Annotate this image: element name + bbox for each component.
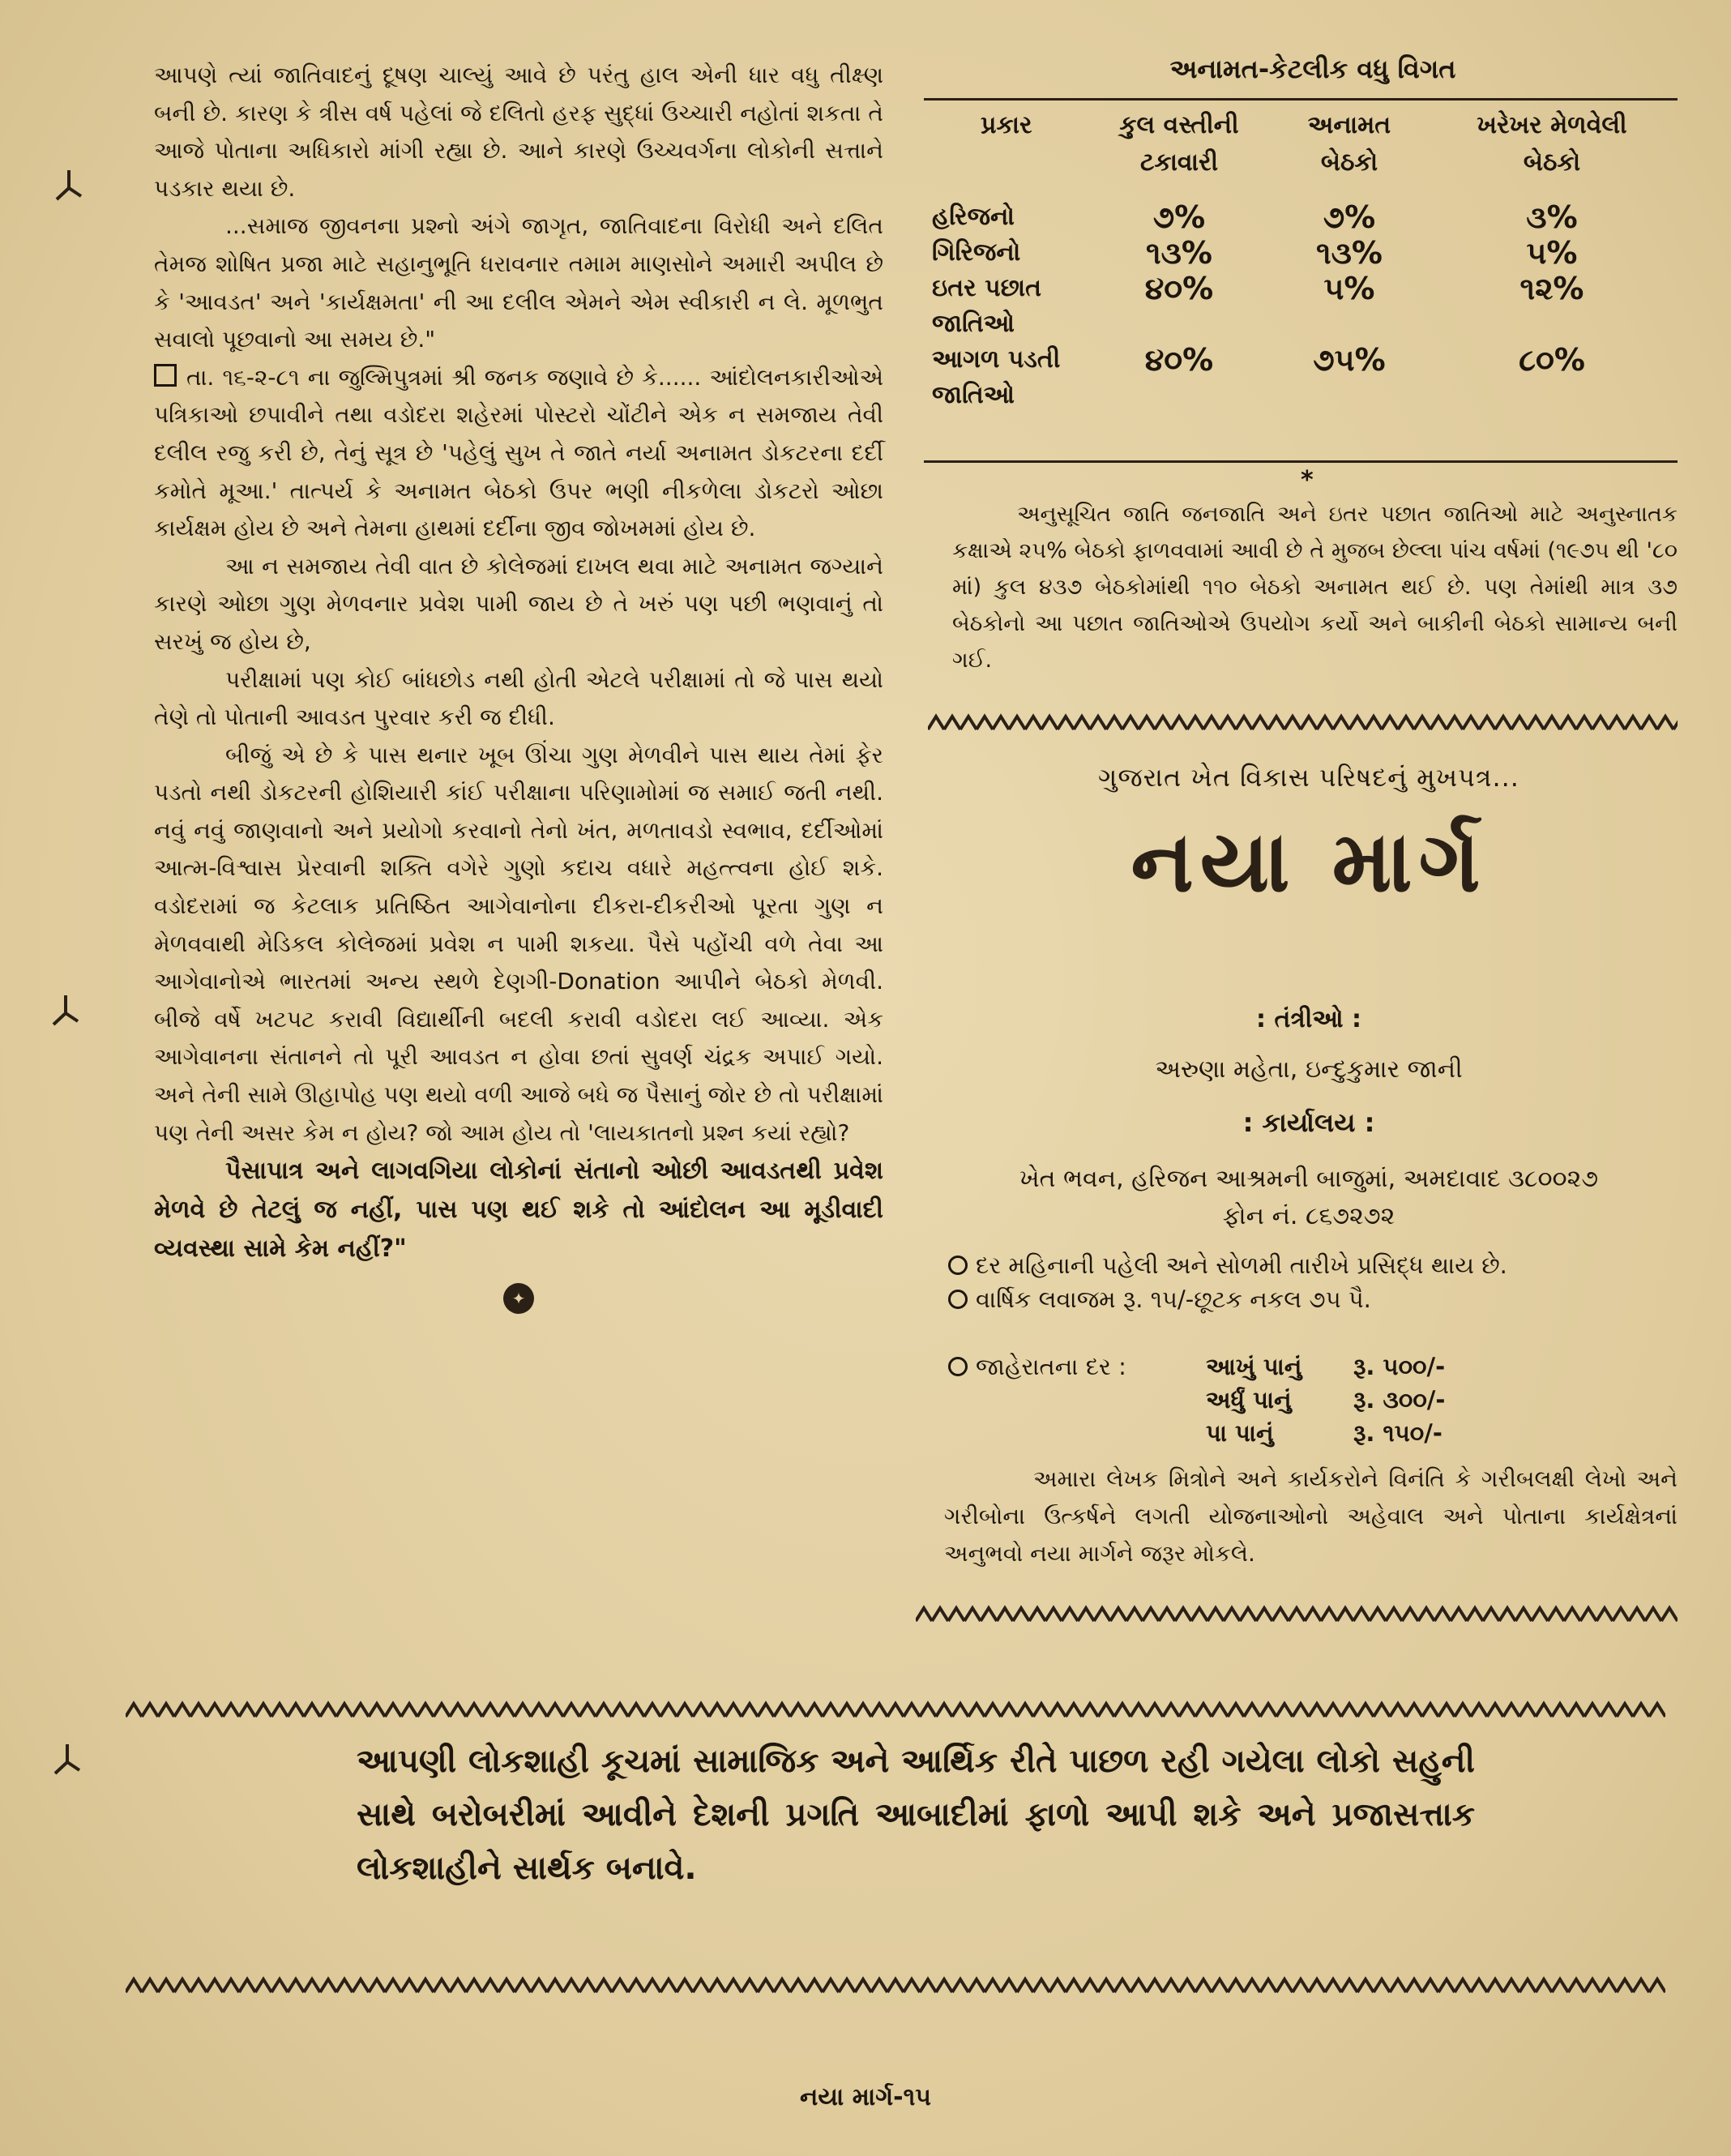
ad-rate-row: [948, 1384, 1678, 1417]
table-cell-actual: ૫%: [1526, 235, 1578, 271]
ad-rate-row: [948, 1417, 1678, 1450]
bullet-circle-icon: [948, 1256, 968, 1275]
punch-hole-middle: [52, 994, 79, 1026]
info-row: દર મહિનાની પહેલી અને સોળમી તારીખે પ્રસિદ્ધ થાય છે.: [948, 1248, 1678, 1282]
magazine-tagline: ગુજરાત ખેત વિકાસ પરિષદનું મુખપત્ર...: [1098, 762, 1519, 793]
article-paragraph: તા. ૧૬-૨-૮૧ ના જુલ્મિપુત્રમાં શ્રી જનક જણાવે છે કે...... આંદોલનકારીઓએ પત્રિકાઓ છપાવીને તથા વડોદરા શહેરમાં પોસ્ટરો ચોંટીને એક ન સમજાય તેવી દલીલ રજુ કરી છે, તેનું સૂત્ર છે 'પહેલું સુખ તે જાતે નર્યા અનામત ડોકટરના દર્દી કમોતે મૂઆ.' તાત્પર્ય કે અનામત બેઠકો ઉપર ભણી નીકળેલા ડોકટરો ઓછા કાર્યક્ષમ હોય છે અને તેમના હાથમાં દર્દીના જીવ જોખમમાં હોય છે.: [154, 363, 883, 542]
end-ornament-icon: ✦: [503, 1283, 534, 1314]
punch-hole-bottom: [53, 1743, 81, 1775]
zigzag-divider: [928, 713, 1678, 733]
article-paragraph-bold: પૈસાપાત્ર અને લાગવગિયા લોકોનાં સંતાનો ઓછી આવડતથી પ્રવેશ મેળવે છે તેટલું જ નહીં, પાસ પણ થઈ શકે તો આંદોલન આ મૂડીવાદી વ્યવસ્થા સામે કેમ નહીં?": [154, 1157, 883, 1264]
editors-names: અરુણા મહેતા, ઇન્દુકુમાર જાની: [1155, 1055, 1463, 1084]
table-cell-category: હરિજનો: [932, 203, 1015, 231]
table-cell-reserved: ૧૩%: [1315, 235, 1383, 271]
editors-label: : તંત્રીઓ :: [1256, 1005, 1361, 1033]
table-cell-population: ૧૩%: [1145, 235, 1212, 271]
bullet-circle-icon: [948, 1290, 968, 1309]
ad-rates-label: જાહેરાતના દર :: [948, 1350, 1126, 1384]
page-footer: નયા માર્ગ-૧૫: [799, 2083, 931, 2111]
article-paragraph: ...સમાજ જીવનના પ્રશ્નો અંગે જાગૃત, જાતિવાદના વિરોધી અને દલિત તેમજ શોષિત પ્રજા માટે સહાનુભૂતિ ધરાવનાર તમામ માણસોને અમારી અપીલ છે કે 'આવડત' અને 'કાર્યક્ષમતા' ની આ દલીલ એમને એમ સ્વીકારી ન લે. મૂળભુત સવાલો પૂછવાનો આ સમય છે.": [154, 212, 883, 353]
table-header-population: કુલ વસ્તીની ટકાવારી: [1119, 111, 1239, 177]
table-cell-population: ૪૦%: [1144, 342, 1214, 378]
left-article: [154, 57, 883, 1316]
office-address: [924, 1161, 1694, 1235]
info-row: વાર્ષિક લવાજમ રૂ. ૧૫/-છૂટક નકલ ૭૫ પૈ.: [948, 1282, 1678, 1316]
table-cell-reserved: ૫%: [1323, 271, 1375, 306]
ad-rate-row: [948, 1350, 1678, 1384]
table-header-reserved: અનામત બેઠકો: [1307, 111, 1391, 177]
table-title: અનામત-કેટલીક વધુ વિગત: [1169, 53, 1456, 84]
bullet-circle-icon: [948, 1357, 968, 1376]
table-rule-top: [924, 98, 1678, 101]
article-paragraph: આ ન સમજાય તેવી વાત છે કોલેજમાં દાખલ થવા માટે અનામત જગ્યાને કારણે ઓછા ગુણ મેળવનાર પ્રવેશ પામી જાય છે તે ખરું પણ પછી ભણવાનું તો સરખું જ હોય છે,: [154, 552, 883, 655]
footnote-text: અનુસૂચિત જાતિ જનજાતિ અને ઇતર પછાત જાતિઓ માટે અનુસ્નાતક કક્ષાએ ૨૫% બેઠકો ફાળવવામાં આવી છે તે મુજબ છેલ્લા પાંચ વર્ષમાં (૧૯૭૫ થી '૮૦ માં) કુલ ૪૩૭ બેઠકોમાંથી ૧૧૦ બેઠકો અનામત થઈ છે. પણ તેમાંથી માત્ર ૩૭ બેઠકોનો આ પછાત જાતિઓએ ઉપયોગ કર્યો અને બાકીની બેઠકો સામાન્ય બની ગઈ.: [952, 502, 1678, 673]
article-paragraph: પરીક્ષામાં પણ કોઈ બાંધછોડ નથી હોતી એટલે પરીક્ષામાં તો જે પાસ થયો તેણે તો પોતાની આવડત પુરવાર કરી જ દીધી.: [154, 665, 883, 731]
office-label: : કાર્યાલય :: [1242, 1107, 1375, 1138]
table-header-type: પ્રકાર: [981, 111, 1032, 139]
zigzag-divider: [126, 1976, 1665, 1996]
ad-rate: રૂ. ૫૦૦/-: [1353, 1353, 1446, 1380]
table-cell-reserved: ૭%: [1323, 199, 1376, 235]
table-cell-category: આગળ પડતી જાતિઓ: [932, 345, 1061, 409]
table-cell-population: ૭%: [1152, 199, 1206, 235]
publication-info: [948, 1248, 1678, 1316]
phone-line: ફોન નં. ૮૬૭૨૭૨: [1222, 1202, 1395, 1230]
table-header-actual: ખરેખર મેળવેલી બેઠકો: [1477, 111, 1627, 177]
table-cell-actual: ૧૨%: [1519, 271, 1584, 306]
table-row: [932, 235, 1678, 271]
slogan-text: આપણી લોકશાહી કૂચમાં સામાજિક અને આર્થિક રીતે પાછળ રહી ગયેલા લોકો સહુની સાથે બરોબરીમાં આવીને દેશની પ્રગતિ આબાદીમાં ફાળો આપી શકે અને પ્રજાસત્તાક લોકશાહીને સાર્થક બનાવે.: [357, 1743, 1475, 1887]
ad-rate: રૂ. ૩૦૦/-: [1353, 1386, 1446, 1414]
checkbox-square-icon: [154, 364, 177, 387]
table-cell-population: ૪૦%: [1144, 271, 1214, 306]
table-cell-actual: ૮૦%: [1519, 342, 1585, 378]
table-row: [932, 182, 1678, 235]
table-row: [932, 342, 1678, 413]
table-row: [932, 271, 1678, 342]
article-end-mark: [154, 1278, 883, 1316]
punch-hole-top: [55, 169, 83, 201]
footnote: [952, 496, 1678, 678]
article-paragraph: બીજું એ છે કે પાસ થનાર ખૂબ ઊંચા ગુણ મેળવીને પાસ થાય તેમાં ફેર પડતો નથી ડોકટરની હોશિયારી કાંઈ પરીક્ષાના પરિણામોમાં જ સમાઈ જતી નથી. નવું નવું જાણવાનો અને પ્રયોગો કરવાનો તેનો ખંત, મળતાવડો સ્વભાવ, દર્દીઓમાં આત્મ-વિશ્વાસ પ્રેરવાની શક્તિ વગેરે ગુણો કદાચ વધારે મહત્ત્વના હોઈ શકે. વડોદરામાં જ કેટલાક પ્રતિષ્ઠિત આગેવાનોના દીકરા-દીકરીઓ પૂરતા ગુણ ન મેળવવાથી મેડિકલ કોલેજમાં પ્રવેશ ન પામી શકયા. પૈસે પહોંચી વળે તેવા આ આગેવાનોએ ભારતમાં અન્ય સ્થળે દેણગી-Donation આપીને બેઠકો મેળવી. બીજે વર્ષે ખટપટ કરાવી વિદ્યાર્થીની બદલી કરાવી વડોદરા લઈ આવ્યા. એક આગેવાનના સંતાનને તો પૂરી આવડત ન હોવા છતાં સુવર્ણ ચંદ્રક અપાઈ ગયો. અને તેની સામે ઊહાપોહ પણ થયો વળી આજે બધે જ પૈસાનું જોર છે તો પરીક્ષામાં પણ તેની અસર કેમ ન હોય? જો આમ હોય તો 'લાયકાતનો પ્રશ્ન કયાં રહ્યો?: [154, 741, 883, 1146]
writers-appeal: [944, 1461, 1678, 1572]
zigzag-divider: [916, 1605, 1678, 1624]
magazine-title: નયા માર્ગ: [1130, 812, 1487, 911]
reservation-table: [932, 107, 1678, 413]
table-cell-category: ગિરિજનો: [932, 238, 1021, 267]
ad-rate: રૂ. ૧૫૦/-: [1353, 1419, 1442, 1447]
table-cell-actual: ૩%: [1526, 199, 1578, 235]
table-rule-bottom: [924, 460, 1678, 463]
zigzag-divider: [126, 1700, 1665, 1720]
table-header-row: [932, 107, 1678, 182]
appeal-text: અમારા લેખક મિત્રોને અને કાર્યકરોને વિનંતિ કે ગરીબલક્ષી લેખો અને ગરીબોના ઉત્કર્ષને લગતી યોજનાઓનો અહેવાલ અને પોતાના કાર્યક્ષેત્રનાં અનુભવો નયા માર્ગને જરૂર મોકલે.: [944, 1465, 1678, 1567]
footnote-star: *: [1301, 466, 1314, 494]
table-cell-category: ઇતર પછાત જાતિઓ: [932, 274, 1042, 338]
ad-kind: આખું પાનું: [1206, 1353, 1302, 1380]
ad-kind: અર્ધું પાનું: [1206, 1386, 1292, 1414]
ad-rates: [948, 1350, 1678, 1450]
article-paragraph: આપણે ત્યાં જાતિવાદનું દૂષણ ચાલ્યું આવે છે પરંતુ હાલ એની ધાર વધુ તીક્ષ્ણ બની છે. કારણ કે ત્રીસ વર્ષ પહેલાં જે દલિતો હરફ સુદ્ધાં ઉચ્ચારી નહોતાં શકતા તે આજે પોતાના અધિકારો માંગી રહ્યા છે. આને કારણે ઉચ્ચવર્ગના લોકોની સત્તાને પડકાર થયા છે.: [154, 62, 883, 202]
address-line: ખેત ભવન, હરિજન આશ્રમની બાજુમાં, અમદાવાદ ૩૮૦૦૨૭: [1019, 1165, 1599, 1193]
ad-kind: પા પાનું: [1206, 1419, 1274, 1447]
table-cell-reserved: ૭૫%: [1313, 342, 1386, 378]
